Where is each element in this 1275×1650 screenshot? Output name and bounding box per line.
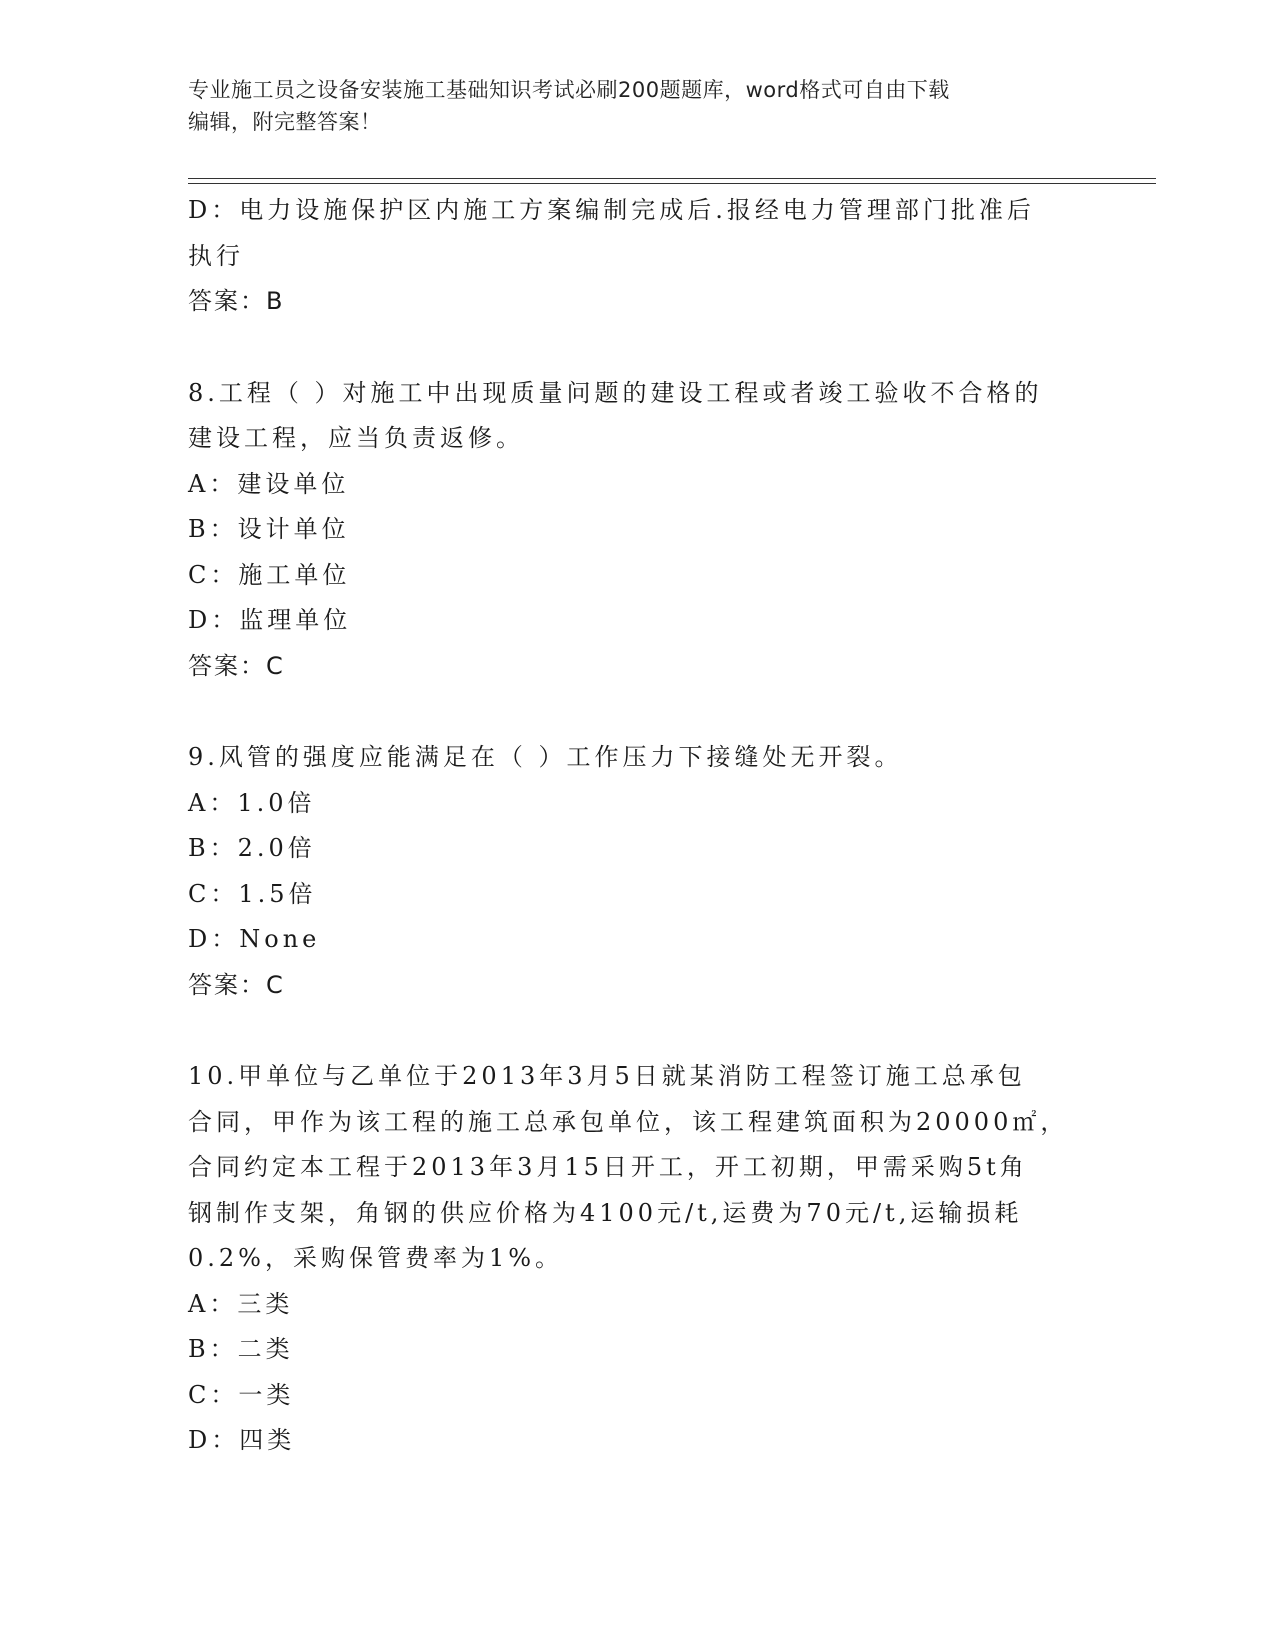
header-divider-top — [188, 178, 1156, 179]
q10-stem-line3: 合同约定本工程于2013年3月15日开工，开工初期，甲需采购5t角 — [188, 1153, 1028, 1181]
q10-option-c: C：一类 — [188, 1380, 295, 1409]
q9-answer: 答案：C — [188, 970, 285, 999]
q8-option-d: D：监理单位 — [188, 606, 352, 634]
q8-option-a: A：建设单位 — [188, 469, 350, 498]
q10-stem-line2: 合同，甲作为该工程的施工总承包单位，该工程建筑面积为20000㎡， — [188, 1107, 1069, 1136]
q7-option-d-line2: 执行 — [188, 241, 244, 270]
question-7 — [188, 188, 1088, 325]
q8-stem-line2: 建设工程，应当负责返修。 — [188, 424, 524, 452]
q8-option-c: C：施工单位 — [188, 560, 351, 589]
q9-option-a: A：1.0倍 — [188, 788, 316, 817]
question-9 — [188, 735, 1088, 1008]
q10-stem-line1: 10.甲单位与乙单位于2013年3月5日就某消防工程签订施工总承包 — [188, 1062, 1026, 1090]
q7-option-d-line1: D：电力设施保护区内施工方案编制完成后.报经电力管理部门批准后 — [188, 196, 1035, 224]
header-divider-bottom — [188, 183, 1156, 184]
q8-option-b: B：设计单位 — [188, 515, 350, 543]
question-content — [188, 188, 1088, 1464]
q8-answer: 答案：C — [188, 651, 285, 680]
q10-option-b: B：二类 — [188, 1335, 294, 1363]
q8-stem-line1: 8.工程（ ）对施工中出现质量问题的建设工程或者竣工验收不合格的 — [188, 378, 1043, 407]
question-8 — [188, 371, 1088, 690]
q10-stem-line5: 0.2%，采购保管费率为1%。 — [188, 1244, 564, 1272]
q9-option-b: B：2.0倍 — [188, 834, 316, 862]
document-header — [188, 74, 1088, 138]
q9-stem-line1: 9.风管的强度应能满足在（ ）工作压力下接缝处无开裂。 — [188, 743, 903, 771]
q9-option-c: C：1.5倍 — [188, 879, 317, 908]
q9-option-d: D：None — [188, 925, 321, 953]
header-title-line1: 专业施工员之设备安装施工基础知识考试必刷200题题库，word格式可自由下载 — [188, 78, 950, 102]
q7-answer: 答案：B — [188, 287, 285, 315]
q10-option-d: D：四类 — [188, 1426, 296, 1454]
q10-stem-line4: 钢制作支架，角钢的供应价格为4100元/t,运费为70元/t,运输损耗 — [188, 1198, 1023, 1227]
q10-option-a: A：三类 — [188, 1289, 294, 1318]
header-title-line2: 编辑，附完整答案！ — [188, 110, 382, 134]
question-10 — [188, 1054, 1088, 1464]
